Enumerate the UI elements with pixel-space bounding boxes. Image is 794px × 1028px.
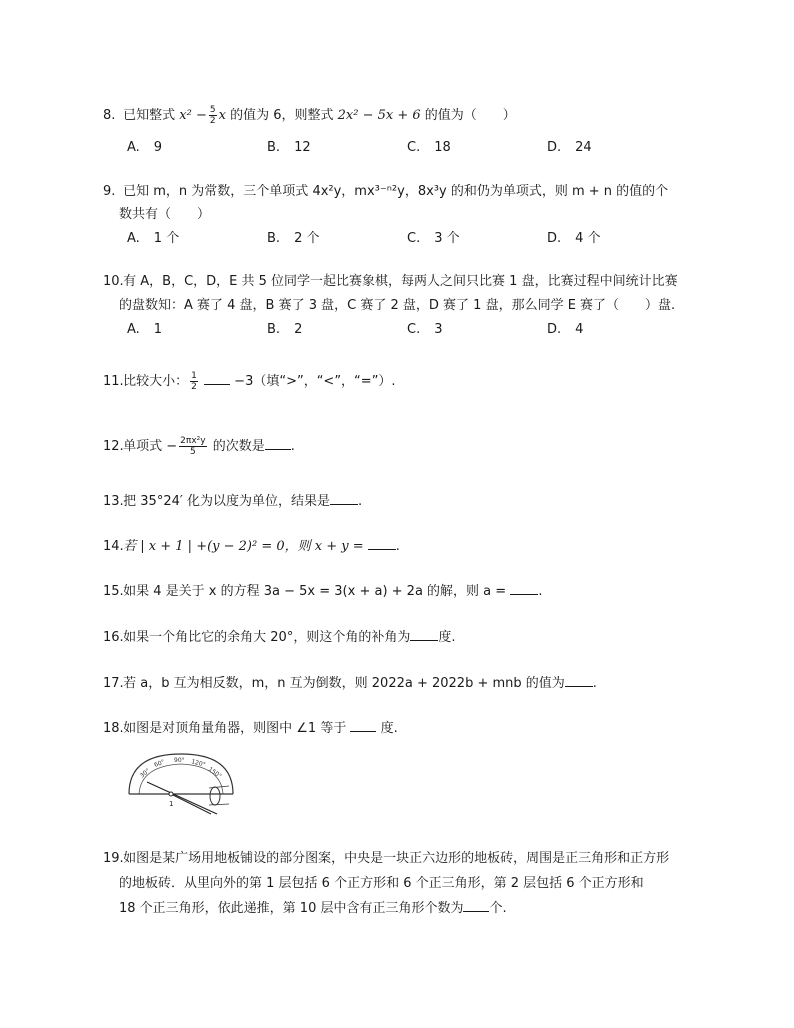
- option-a[interactable]: A. 9: [127, 140, 163, 155]
- option-a[interactable]: A. 1 个: [127, 231, 180, 246]
- question-number: 11.: [103, 374, 124, 389]
- question-19-line2: 的地板砖．从里向外的第 1 层包括 6 个正方形和 6 个正三角形，第 2 层包括 6 个正方形和: [119, 876, 644, 891]
- end-text: .: [357, 494, 363, 509]
- protractor-figure: [125, 748, 237, 822]
- vertex-point: [169, 792, 173, 796]
- ray-line: [171, 794, 211, 814]
- question-19-line3: [119, 898, 507, 920]
- question-12: [103, 436, 703, 458]
- tick-label: 30°: [138, 767, 152, 780]
- answer-blank[interactable]: [510, 581, 538, 595]
- answer-blank[interactable]: [565, 673, 593, 687]
- options-q8: [127, 138, 687, 158]
- question-stem-suffix: 的值为（ ）: [424, 108, 516, 123]
- option-c[interactable]: C. 3: [407, 322, 443, 337]
- answer-blank[interactable]: [350, 718, 376, 732]
- option-a[interactable]: A. 1: [127, 322, 163, 337]
- question-18: [103, 718, 703, 740]
- angle-label: 1: [169, 800, 174, 808]
- fraction: $\frac{1}{2}$: [191, 371, 197, 392]
- end-text: 度.: [380, 721, 398, 736]
- question-number: 17.: [103, 676, 124, 691]
- end-text: 度.: [438, 630, 456, 645]
- end-text: .: [395, 539, 400, 554]
- question-number: 19.: [103, 851, 124, 866]
- answer-blank[interactable]: [463, 898, 489, 912]
- question-number: 8.: [103, 108, 116, 123]
- option-c[interactable]: C. 3 个: [407, 231, 460, 246]
- question-number: 13.: [103, 494, 124, 509]
- question-number: 15.: [103, 584, 124, 599]
- tick-label: 90°: [174, 757, 185, 764]
- option-d[interactable]: D. 4 个: [547, 231, 601, 246]
- question-stem: 把 35°24′ 化为以度为单位，结果是: [123, 494, 330, 509]
- question-number: 14.: [103, 539, 124, 554]
- end-text: .: [290, 439, 295, 454]
- question-stem: 如果 4 是关于 x 的方程 3a − 5x = 3(x + a) + 2a 的解，则 a =: [123, 584, 507, 599]
- options-q10: [127, 320, 687, 340]
- option-c[interactable]: C. 18: [407, 140, 451, 155]
- question-stem-prefix: 已知整式: [123, 108, 176, 123]
- expression-1: x² −: [179, 108, 207, 123]
- option-b[interactable]: B. 2 个: [267, 231, 320, 246]
- question-15: [103, 581, 703, 603]
- question-16: [103, 627, 703, 649]
- answer-blank[interactable]: [204, 371, 230, 385]
- tick-label: 120°: [190, 758, 207, 769]
- fraction: $\frac{5}{2}$: [209, 105, 216, 126]
- question-11: [103, 371, 703, 393]
- question-9-line2: 数共有（ ）: [119, 207, 211, 222]
- option-b[interactable]: B. 2: [267, 322, 303, 337]
- tick-label: 60°: [153, 758, 166, 769]
- answer-blank[interactable]: [368, 536, 396, 550]
- end-text: 个.: [489, 901, 507, 916]
- question-14: [103, 536, 703, 558]
- option-b[interactable]: B. 12: [267, 140, 311, 155]
- question-10-line2: 的盘数知：A 赛了 4 盘，B 赛了 3 盘，C 赛了 2 盘，D 赛了 1 盘，那么同学 E 赛了（ ）盘.: [119, 298, 676, 313]
- answer-blank[interactable]: [330, 491, 358, 505]
- question-stem-prefix: 比较大小：: [123, 374, 189, 389]
- question-stem-line3: 18 个正三角形，依此递推，第 10 层中含有正三角形个数为: [119, 901, 464, 916]
- question-number: 10.: [103, 274, 124, 289]
- question-8: [103, 105, 703, 127]
- question-stem: 若 | x + 1 | +(y − 2)² = 0，则 x + y =: [123, 539, 364, 554]
- option-d[interactable]: D. 4: [547, 322, 584, 337]
- question-number: 12.: [103, 439, 124, 454]
- question-17: [103, 673, 703, 695]
- question-stem-line1: 如图是某广场用地板铺设的部分图案，中央是一块正六边形的地板砖，周围是正三角形和正方形: [123, 851, 670, 866]
- end-text: .: [592, 676, 597, 691]
- protractor-diagram: [125, 748, 237, 818]
- question-stem-prefix: 单项式 −: [123, 439, 178, 454]
- option-d[interactable]: D. 24: [547, 140, 592, 155]
- question-stem: 如图是对顶角量角器，则图中 ∠1 等于: [123, 721, 347, 736]
- question-number: 16.: [103, 630, 124, 645]
- protractor-lower-edge: [209, 804, 229, 805]
- question-13: [103, 491, 703, 513]
- question-19: [103, 848, 703, 870]
- answer-blank[interactable]: [265, 436, 291, 450]
- end-text: .: [538, 584, 543, 599]
- expression-2: 2x² − 5x + 6: [337, 108, 421, 123]
- question-stem: 若 a，b 互为相反数，m，n 互为倒数，则 2022a + 2022b + mnb 的值为: [123, 676, 565, 691]
- protractor-lower-ellipse: [210, 787, 220, 805]
- question-stem-line1: 已知 m，n 为常数，三个单项式 4x²y，mx³⁻ⁿ²y，8x³y 的和仍为单项式，则 m + n 的值的个: [123, 184, 669, 199]
- question-number: 18.: [103, 721, 124, 736]
- expression-1-tail: x: [218, 108, 226, 123]
- question-stem-mid: 的值为 6，则整式: [230, 108, 334, 123]
- ray-line: [147, 782, 217, 814]
- question-stem: 如果一个角比它的余角大 20°，则这个角的补角为: [123, 630, 411, 645]
- question-10: [103, 271, 703, 293]
- question-9: [103, 181, 703, 203]
- answer-blank[interactable]: [410, 627, 438, 641]
- question-number: 9.: [103, 184, 116, 199]
- question-stem-line1: 有 A，B，C，D，E 共 5 位同学一起比赛象棋，每两人之间只比赛 1 盘，比赛过程中间统计比赛: [123, 274, 678, 289]
- options-q9: [127, 229, 687, 249]
- fraction: $\frac{\text{2πx²y}}{5}$: [180, 436, 206, 457]
- protractor-lower-edge: [209, 786, 229, 788]
- question-stem-suffix: −3（填“>”，“<”，“=”）.: [234, 374, 396, 389]
- tick-label: 150°: [206, 765, 223, 780]
- question-stem-suffix: 的次数是: [212, 439, 265, 454]
